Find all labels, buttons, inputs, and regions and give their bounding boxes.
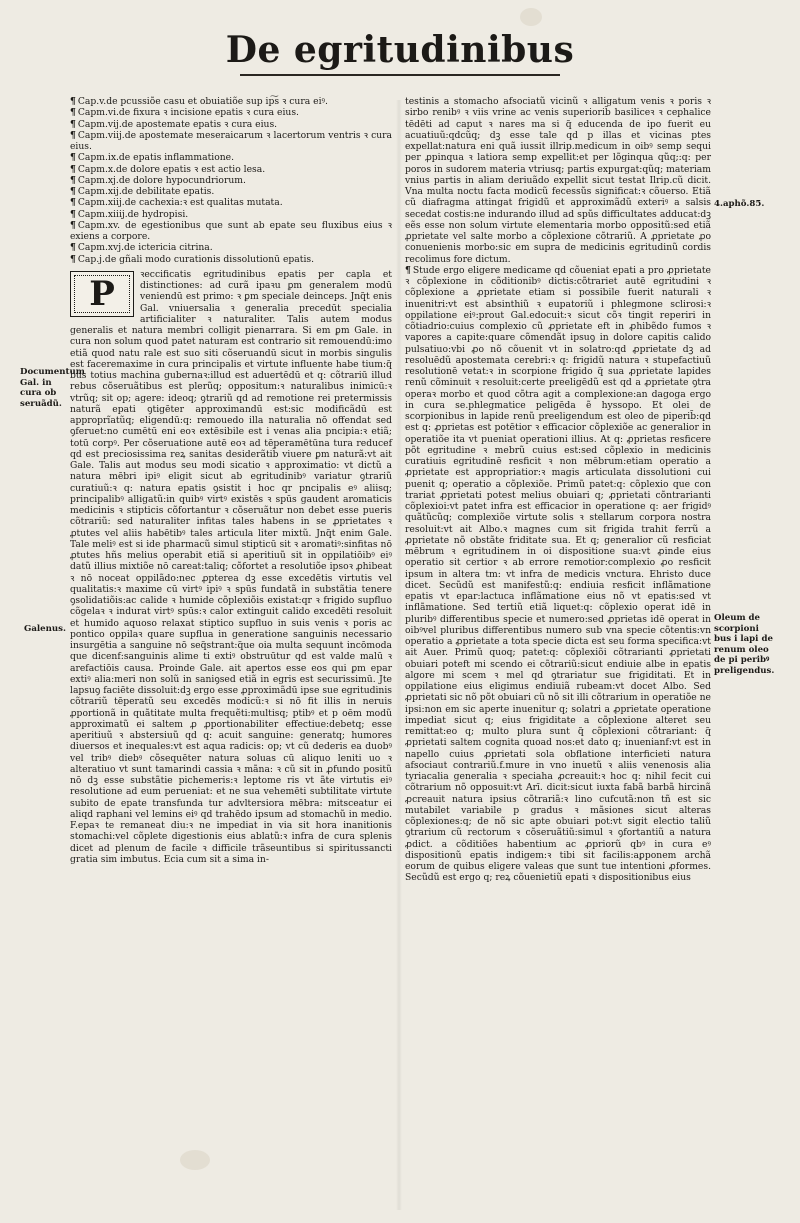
margin-note: Oleum de scorpioni bus i lapi de renum oleo de pi peribꝰ preligendus.	[714, 613, 775, 676]
paper-stain	[180, 1150, 210, 1170]
chapter-entry: ¶ Capm.ix.de epatis inflammatione.	[70, 152, 392, 163]
chapter-entry: ¶ Capm.xiiij.de hydropisi.	[70, 209, 392, 220]
chapter-entry: ¶ Capm.xv. de egestionibus que sunt ab epate seu fluxibus eius ꝛ exiens a corpore.	[70, 220, 392, 243]
chapter-entry: ¶ Capm.vij.de apostemate epatis ꝛ cura eius.	[70, 119, 392, 130]
margin-note: Documentum Gal. in cura ob seruãdũ.	[20, 367, 85, 409]
chapter-entry: ¶ Capm.xiij.de cachexia:ꝛ est qualitas mutata.	[70, 197, 392, 208]
chapter-entry: ¶ Capm.xj.de dolore hypocundriorum.	[70, 175, 392, 186]
decorated-initial	[70, 271, 134, 317]
left-column	[70, 96, 392, 865]
initial-letter: P	[89, 273, 115, 314]
body-paragraph: ¶ Stude ergo eligere medicame qd cõueniat epati a pro ꝓprietate ꝛ cõplexione in cõditionibꝰ dictis:cõtrariet autē egritudini ꝛ cõplexione a ꝓprietate etiam si possibile fuerit naturali ꝛ inuenitri:vt est absinthiũ ꝛ eupatoriũ i phlegmone sclirosi:ꝛ oppilatione eiꝰ:prout Gal.edocuit:ꝛ sicut cõꝛ tingit reperiri in cõtiadrio:cuius complexio cũ ꝓprietate eft in ꝓhibẽdo fumos ꝛ vapores a capite:quare cõmendãt ipsuꝯ in dolore capitis calido pulsatiuo:vbi ꝓo nõ cõuenit vt in solatro:qd ꝓprietate dꝫ ad resoluēdũ apostemata cerebri:ꝛ q: frigidũ natura ꝛ stupefactiuũ resolutionē vetat:ꝛ in scorpione frigido q̃ sua ꝓprietate lapides renũ cõminuit ꝛ resoluit:certe preeligēdũ est qd a ꝓprietate ꝯtra operaꝛ morbo et quod cõtra agit a complexione:an dagoga ergo in cura se.phlegmatice peligēda ẽ hyssopo. Et olei de scorpionibus in lapide renũ preeligendum est oleo de piperib̃:qd est q: ꝓprietas est potētior ꝛ efficacior cõplexiõe ac generalior in operatiõe ita vt pueniat operationi illius. At q: ꝓprietas resficere põt egritudine ꝛ mebrũ cuius est:sed cõplexio in medicinis curatiuis egritudinē resficit ꝛ non mēbrum:etiam operatio a ꝓprietate est appropriatior:ꝛ magis articulata dissolutioni cui puenit q; operatio a cõplexiõe. Primũ patet:q: cõplexio que con trariat ꝓprietati potest melius obuiari q; ꝓprietati cõntrarianti cõplexioi:vt patet infra est efficacior in operatione q: aer frigidꝰ quãtũcũq; complexiõe virtute solis ꝛ stellarum corpora nostra resoluit:vt ait Albo.ꝛ magnes cum sit frigida trahit ferrũ a ꝓprietate nõ obstãte friditate sua. Et q; generalior cũ resficiat mēbrum ꝛ egritudinem in oi dispositione sua:vt ꝓinde eius operatio sit certior ꝛ ab errore remotior:complexio ꝓo resficit ipsum in altera tm: vt infra de medicis vnctura. Ehristo duce dicet. Secũdũ est manifestũ:q: endiuia resficit inflãmatione epatis vt epar:lactuca inflãmatione eius nõ vt epatis:sed vt inflãmatione. Sed tertiũ etiã liquet:q: cõplexio operat idē in pluribꝰ differentibus specie et numero:sed ꝓprietas idē operat in oibꝰvel pluribus differentibus numero sub vna specie cõtentis:vn operatio a ꝓprietate a tota specie dicta est seu forma specifica:vt ait Auer. Primũ quoq; patet:q: cõplexiõi cõtrarianti ꝓprietati obuiari poteft mi scendo ei cõtrariũ:sicut endiuie albe in epatis algore mi scem ꝛ mel qd ꝯtrariatur sue frigiditati. Et in oppilatione eius eligimus endiuiã rubeam:vt docet Albo. Sed ꝓprietati sic nõ põt obuiari cũ nõ sit illi cõtrarium in operatiõe ne ipsi:non em sic aperte inuenitur q; solatri a ꝓprietate operatione impediat sicut q; eius frigiditate a cõplexione alteret seu remittat:eo q; multo plura sunt q̃ cõplexioni cõtrariant: q̃ ꝓprietati saltem cognita quoad nos:et dato q; inuenianf:vt est in napello cuius ꝓprietati sola obflatione interficieti natura afsociaut contrariũ.f.mure in vno inuetũ ꝛ aliis venenosis alia tyriacalia generalia ꝛ speciaha ꝓcreauit:ꝛ hoc q: nihil fecit cui cõtrarium nõ opposuit:vt Arī. dicit:sicut iuxta fabã barbã hircinã ꝓcreauit natura ipsius cõtrariã:ꝛ lino cufcutã:non tñ est sic mutabilet variabile p gradus ꝛ mãsiones sicut alteras cõplexiones:q; de nõ sic apte obuiari pot:vt sigit electio taliũ ꝯtrarium cũ rectorum ꝛ cõseruãtiũ:simul ꝛ ꝯfortantiũ a natura ꝓdict. a cõditiões habentium ac ꝓpriorũ qbꝰ in cura eꝰ dispositionũ epatis indigem:ꝛ tibi sit facilis:aꝑponem archã eorum de quibus eligere valeas que sunt tue intentioni ꝓformes. Secũdũ est ergo q; reꝝ cõuenietiũ epati ꝛ dispositionibus eius	[405, 265, 711, 884]
chapter-entry: ¶ Cap.v.de pcussiõe casu et obuiatiõe sup ip͠s ꝛ cura eiꝰ.	[70, 96, 392, 107]
chapter-entry: ¶ Capm.x.de dolore epatis ꝛ est actio lesa.	[70, 164, 392, 175]
chapter-entry: ¶ Capm.viij.de apostemate meseraicarum ꝛ lacertorum ventris ꝛ cura eius.	[70, 130, 392, 153]
paper-stain	[520, 8, 542, 26]
chapter-entry: ¶ Capm.vi.de fixura ꝛ incisione epatis ꝛ cura eius.	[70, 107, 392, 118]
page-header	[200, 28, 600, 76]
chapter-heading: ¶ Cap.j.de gñali modo curationis dissolutionū epatis.	[70, 254, 392, 265]
body-paragraph: ꝛeccificatis egritudinibus epatis per capla et distinctiones: ad curã ipaꝛu ꝑm generalem modū veniendū est primo: ꝛ ꝑm speciale deinceps. Jnq̃t enis Gal. vniuersalia ꝛ generalia precedūt specialia artificialiter ꝛ naturaliter. Talis autem modus generalis et natura membri colligit pienarrara. Si em ꝑm Gale. in cura non solum quod patet naturam est contrario sit remouendū:imo etiã quod natu rale est suo siti cõseruandū sicut in morbis singulis est faceremaxime in cura principalis et virtute influente habe tium:q̃ bus totius machina gubernaꝛ:illud est aduertēdū et q: cõtrariū illud rebus cõseruãtibus est plerũq; oppositum:ꝛ naturalibus inimicū:ꝛ vtrũq; sit op; agere: ideoq; ꝯtrariũ qd ad remotione rei pretermissis naturã epati ꝯtigēter approximandū est:sic modificãdū est approprĩatũq; eligendū:q: remouedo illa naturalia nō offendat sed ꝯferuet:no cumētū eni eoꝛ extēsibile est i venas alia pncipia:ꝛ etiã; totū corpꝰ. Per cõseruatione autē eoꝛ ad tēperamētūna tura reducef qd est preciosissima reꝝ sanitas desiderãtib̃ viuere ꝑm naturã:vt ait Gale. Talis aut modus seu modi sicatio ꝛ approximatio: vt dictũ a natura mēbri ipiꝰ eligit sicut ab egritudinibꝰ variatur ꝯtrariũ curatiuũ:ꝛ q: natura epatis ꝯsistit i hoc qr pncipalis eꝰ aliisq; principalibꝰ alligatũ:in quibꝰ virtꝰ existēs ꝛ spūs gaudent aromaticis medicinis ꝛ stipticis cõfortantur ꝛ cõseruãtur non debet esse pueris cõtrariũ: sed naturaliter infitas tales habens in se ꝓprietates ꝛ ꝓtutes vel aliis habētibꝰ tales articula liter mixtũ. Jnq̃t enim Gale. Tale meliꝰ est si ide pharmacũ simul stipticū sit ꝛ aromatiꝰ:sinfitas nō ꝓtutes hñs melius operabit etiã si aperitiuũ sit in oppilatiōibꝰ eiꝰ datũ illius mixtiõe nō careat:taliq; cõfortet a resolutiõe ipsoꝛ ꝓhibeat ꝛ nō noceat oppilãdo:nec ꝓpterea dꝫ esse excedētis virtutis vel qualitatis:ꝛ maxime cū virtꝰ ipiꝰ ꝛ spūs fundatã in substãtia tenere ꝯsolidatiõis:ac calide ꝛ humide cõplexiõis existat:qr ꝛ frigido supfluo cõgelaꝛ ꝛ indurat virtꝰ spūs:ꝛ calor extinguit calido excedēti resoluit et humido aquoso relaxat stiptico supfluo in suis venis ꝛ poris ac pontico oppilaꝛ quare supflua in generatione sanguinis necessario insurgētia a sanguine nō seq̃strant:q̃ue oia multa sequunt incōmoda que dicenf:sanguinis alime ti extiꝰ obstruūtur qd est valde malū ꝛ arefactiōis causa. Proinde Gale. ait apertos esse eos qui ꝑm epar extiꝰ alia:meri non solũ in saniꝯsed etiã in egris est securissimū. Jte lapsuꝯ faciēte dissoluit:dꝫ ergo esse ꝓproximãdū ipse sue egritudinis cõtrariũ tēperatũ seu excedēs modicũ:ꝛ si nō fit illis in neruis ꝓportionã in quãtitate multa frequẽti:multisq; ptibꝰ et p oēm modũ approximatũ ei saltem ꝓ ꝓportionabiliter effectiue:debetq; esse aperitiuũ ꝛ abstersiuũ qd q: acuit sanguine: generatq; humores diuersos et inequales:vt est aqua radicis: op; vt cũ dederis ea duobꝰ vel tribꝰ diebꝰ cõsequēter natura soluas cū aliquo leniti uo ꝛ alteratiuo vt sunt tamarindi cassia ꝛ mãna: ꝛ cũ sit in ꝓfundo positũ nō dꝫ esse substãtie pichemeris:ꝛ leptome ris vt ãte virtutis eiꝰ resolutione ad eum perueniat: et ne sua vehemēti subtilitate virtute subito de epate transfunda tur advltersiora mēbra: mitsceatur ei aliqd raphani vel lemins eiꝰ qd trahēdo ipsum ad stomachũ in medio. F.epaꝛ te remaneat diu:ꝛ ne impediat in via sit hora inanitionis stomachi:vel cõplete digestionis eius ablatũ:ꝛ infra de cura splenis dicet ad plenum de facile ꝛ difficile trãseuntibus si spiritussancti gratia sim imbutus. Ecia cum sit a sima in-	[70, 268, 392, 865]
right-column	[405, 96, 711, 884]
margin-note: 4.aphõ.85.	[714, 199, 765, 209]
page-fold-shadow	[396, 100, 402, 1210]
chapter-entry: ¶ Capm.xvj.de ictericia citrina.	[70, 242, 392, 253]
margin-note: Galenus.	[24, 624, 66, 634]
chapter-entry: ¶ Capm.xij.de debilitate epatis.	[70, 186, 392, 197]
body-paragraph: testinis a stomacho afsociatũ vicinũ ꝛ alligatum venis ꝛ poris ꝛ sirbo renibꝰ ꝛ viis vrine ac venis superiorib̃ basiliceꝛ ꝛ cephalice tēdēti ad caput ꝛ nares ma si q̃ educenda de ipo fuerit eu acuatiuũ:qdcũq; dꝫ esse tale qd p illas et vicinas ptes expellat:natura eni quã iussit illrip.medicum in oibꝰ semp sequi per ꝓpinqua ꝛ latiora semp expellit:et per lõginqua qũq;:q: per poros in sudorem materia vtriusq; partis expurgat:qũq; materiam vnius partis in aliam deriuãdo expellit sicut testat Ilrip.cũ dicit. Vna multa noctu facta modicũ fecessũs significat:ꝛ cõuerso. Etiã cũ diafragma attingat frigidũ et approximãdũ exteriꝰ a salsis secedat costis:ne indurando illud ad spũs difficultates adducat:dꝫ eẽs esse non solum virtute elementaria morbo oppositũ:sed etiã ꝓprietate vel salte morbo a cõplexione cõtrariũ. A ꝓprietate ꝓo conuenienis morbo:sic em supra de medicinis egritudinũ cordis recolimus fore dictum.	[405, 96, 711, 265]
header-rule	[240, 74, 560, 76]
running-title: De egritudinibus	[225, 29, 575, 71]
